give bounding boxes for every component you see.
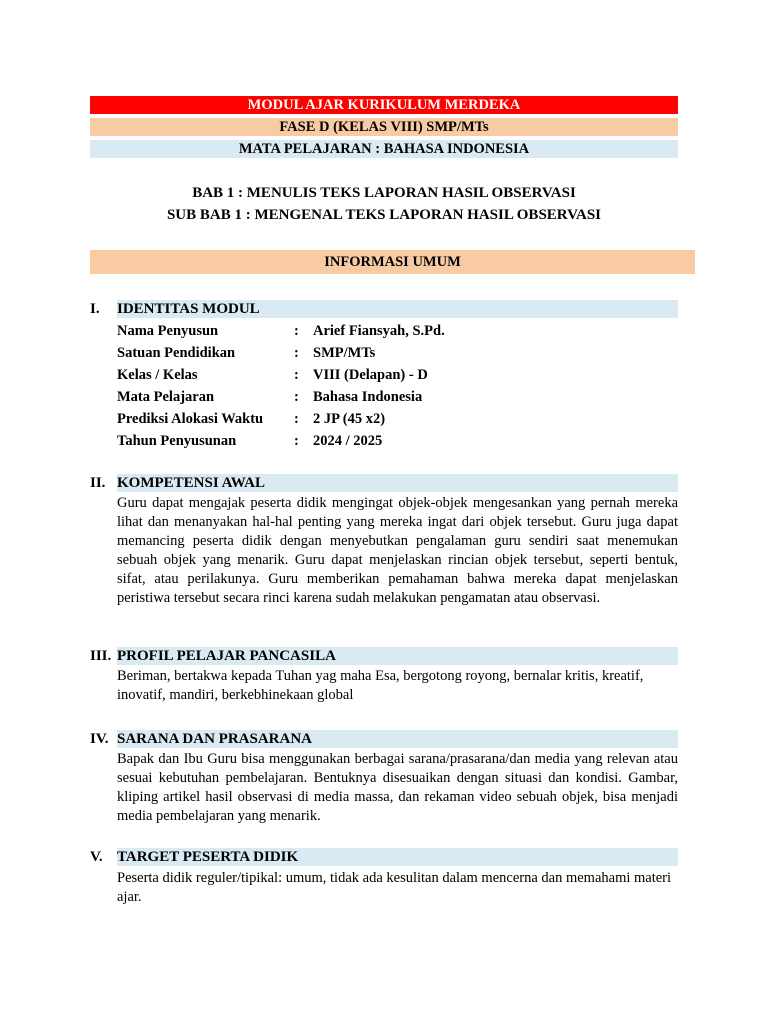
section-heading-competence (90, 474, 678, 492)
identity-row-school (117, 342, 678, 364)
section-title: IDENTITAS MODUL (117, 301, 260, 317)
section-title: PROFIL PELAJAR PANCASILA (117, 648, 336, 664)
section-heading-identity (90, 300, 678, 318)
identity-label: Tahun Penyusunan (117, 433, 237, 449)
identity-colon: : (294, 389, 299, 405)
identity-colon: : (294, 433, 299, 449)
identity-colon: : (294, 367, 299, 383)
identity-value: 2 JP (45 x2) (313, 411, 386, 427)
section-number: II. (90, 475, 106, 491)
section-body-target: Peserta didik reguler/tipikal: umum, tidak ada kesulitan dalam mencerna dan memahami materi ajar. (117, 870, 672, 905)
section-heading-profile (90, 647, 678, 665)
section-body-profile: Beriman, bertakwa kepada Tuhan yag maha Esa, bergotong royong, bernalar kritis, kreatif, inovatif, mandiri, berkebhinekaan global (117, 668, 644, 703)
identity-value: SMP/MTs (313, 345, 376, 361)
general-info-heading: INFORMASI UMUM (90, 250, 695, 274)
identity-label: Nama Penyusun (117, 323, 219, 339)
identity-value: VIII (Delapan) - D (313, 367, 428, 383)
identity-row-class (117, 364, 678, 386)
section-title: SARANA DAN PRASARANA (117, 731, 313, 747)
identity-row-author (117, 320, 678, 342)
subject-banner: MATA PELAJARAN : BAHASA INDONESIA (90, 140, 678, 158)
identity-value: Bahasa Indonesia (313, 389, 423, 405)
identity-label: Kelas / Kelas (117, 367, 198, 383)
section-heading-facilities (90, 730, 678, 748)
identity-colon: : (294, 323, 299, 339)
identity-label: Satuan Pendidikan (117, 345, 236, 361)
identity-colon: : (294, 411, 299, 427)
subchapter-title: SUB BAB 1 : MENGENAL TEKS LAPORAN HASIL OBSERVASI (166, 207, 602, 223)
identity-label: Mata Pelajaran (117, 389, 215, 405)
identity-colon: : (294, 345, 299, 361)
section-heading-target (90, 848, 678, 866)
section-body-competence: Guru dapat mengajak peserta didik mengingat objek-objek mengesankan yang pernah mereka lihat dan menanyakan hal-hal penting yang mereka ingat dari objek tersebut. Guru juga dapat memancing peserta didik dengan menyebutkan pengalaman guru sendiri saat menemukan sebuah objek yang menarik. Guru dapat menjelaskan rincian objek tersebut, seperti bentuk, sifat, atau perilakunya. Guru memberikan pemahaman bahwa mereka dapat menjelaskan peristiwa tersebut secara rinci karena sudah melakukan pengamatan atau observasi. (117, 495, 678, 606)
section-body-facilities: Bapak dan Ibu Guru bisa menggunakan berbagai sarana/prasarana/dan media yang relevan atau sesuai kebutuhan pembelajaran. Bentuknya disesuaikan dengan situasi dan kondisi. Gambar, kliping artikel hasil observasi di media massa, dan rekaman video sebuah objek, bisa menjadi media pembelajaran yang menarik. (117, 751, 678, 824)
identity-row-year (117, 430, 678, 452)
identity-label: Prediksi Alokasi Waktu (117, 411, 264, 427)
identity-value: Arief Fiansyah, S.Pd. (313, 323, 445, 339)
phase-banner: FASE D (KELAS VIII) SMP/MTs (90, 118, 678, 136)
identity-value: 2024 / 2025 (313, 433, 383, 449)
section-number: III. (90, 648, 112, 664)
chapter-title: BAB 1 : MENULIS TEKS LAPORAN HASIL OBSERVASI (192, 185, 576, 201)
section-title: KOMPETENSI AWAL (117, 475, 265, 491)
section-number: I. (90, 301, 100, 317)
identity-row-subject (117, 386, 678, 408)
section-title: TARGET PESERTA DIDIK (117, 849, 299, 865)
section-number: V. (90, 849, 103, 865)
module-title-banner: MODUL AJAR KURIKULUM MERDEKA (90, 96, 678, 114)
section-number: IV. (90, 731, 109, 747)
identity-row-time (117, 408, 678, 430)
